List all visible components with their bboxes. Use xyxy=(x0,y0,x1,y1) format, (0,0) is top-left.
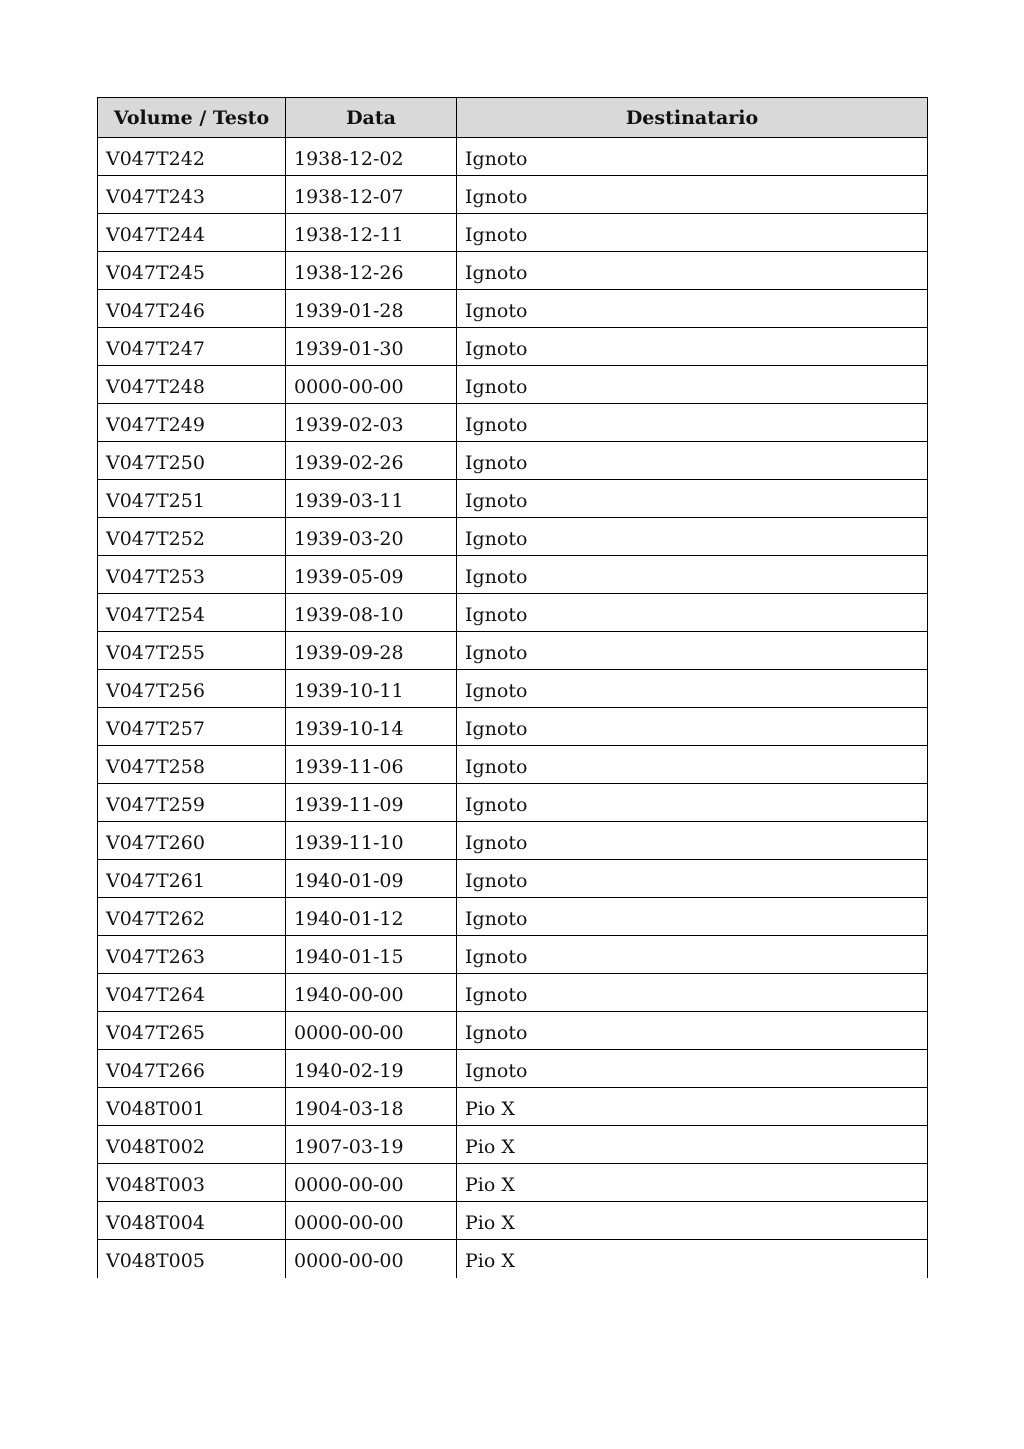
cell-data: 0000-00-00 xyxy=(286,366,457,404)
table-row xyxy=(98,328,928,366)
cell-data: 1939-10-11 xyxy=(286,670,457,708)
table-row xyxy=(98,480,928,518)
cell-volume-testo: V047T246 xyxy=(98,290,286,328)
cell-data: 1940-01-15 xyxy=(286,936,457,974)
table-row xyxy=(98,176,928,214)
table-body xyxy=(98,138,928,1278)
cell-data: 1939-01-30 xyxy=(286,328,457,366)
table-row xyxy=(98,784,928,822)
cell-destinatario: Ignoto xyxy=(457,328,928,366)
table-row xyxy=(98,556,928,594)
cell-volume-testo: V047T258 xyxy=(98,746,286,784)
cell-data: 1939-11-09 xyxy=(286,784,457,822)
cell-data: 1938-12-11 xyxy=(286,214,457,252)
header-volume-testo: Volume / Testo xyxy=(98,98,286,138)
cell-data: 0000-00-00 xyxy=(286,1164,457,1202)
cell-destinatario: Ignoto xyxy=(457,214,928,252)
cell-data: 0000-00-00 xyxy=(286,1202,457,1240)
table-row xyxy=(98,936,928,974)
cell-volume-testo: V047T265 xyxy=(98,1012,286,1050)
cell-volume-testo: V047T262 xyxy=(98,898,286,936)
cell-destinatario: Ignoto xyxy=(457,518,928,556)
table-row xyxy=(98,1126,928,1164)
table-row xyxy=(98,138,928,176)
table-row xyxy=(98,1050,928,1088)
cell-volume-testo: V047T253 xyxy=(98,556,286,594)
cell-destinatario: Ignoto xyxy=(457,974,928,1012)
cell-destinatario: Ignoto xyxy=(457,366,928,404)
table-row xyxy=(98,860,928,898)
cell-destinatario: Ignoto xyxy=(457,708,928,746)
cell-data: 1939-03-20 xyxy=(286,518,457,556)
table-row xyxy=(98,746,928,784)
cell-destinatario: Ignoto xyxy=(457,290,928,328)
cell-volume-testo: V048T002 xyxy=(98,1126,286,1164)
cell-destinatario: Ignoto xyxy=(457,480,928,518)
table-header xyxy=(98,98,928,138)
cell-data: 1939-03-11 xyxy=(286,480,457,518)
cell-volume-testo: V047T260 xyxy=(98,822,286,860)
cell-destinatario: Pio X xyxy=(457,1126,928,1164)
header-data: Data xyxy=(286,98,457,138)
cell-volume-testo: V047T266 xyxy=(98,1050,286,1088)
cell-volume-testo: V047T251 xyxy=(98,480,286,518)
table-row xyxy=(98,214,928,252)
cell-destinatario: Ignoto xyxy=(457,404,928,442)
cell-data: 1938-12-26 xyxy=(286,252,457,290)
cell-volume-testo: V047T252 xyxy=(98,518,286,556)
cell-volume-testo: V047T243 xyxy=(98,176,286,214)
cell-data: 1939-09-28 xyxy=(286,632,457,670)
cell-volume-testo: V047T248 xyxy=(98,366,286,404)
header-destinatario: Destinatario xyxy=(457,98,928,138)
cell-volume-testo: V048T005 xyxy=(98,1240,286,1278)
cell-destinatario: Ignoto xyxy=(457,138,928,176)
table-row xyxy=(98,252,928,290)
cell-data: 1938-12-07 xyxy=(286,176,457,214)
table-row xyxy=(98,632,928,670)
table-row xyxy=(98,366,928,404)
cell-destinatario: Pio X xyxy=(457,1240,928,1278)
table-row xyxy=(98,822,928,860)
table-row xyxy=(98,594,928,632)
cell-volume-testo: V047T263 xyxy=(98,936,286,974)
cell-data: 1907-03-19 xyxy=(286,1126,457,1164)
cell-volume-testo: V048T004 xyxy=(98,1202,286,1240)
cell-data: 1940-01-12 xyxy=(286,898,457,936)
cell-destinatario: Ignoto xyxy=(457,784,928,822)
cell-data: 0000-00-00 xyxy=(286,1240,457,1278)
cell-data: 1939-02-03 xyxy=(286,404,457,442)
document-table-container xyxy=(97,97,927,1278)
table-row xyxy=(98,290,928,328)
cell-volume-testo: V047T257 xyxy=(98,708,286,746)
cell-destinatario: Ignoto xyxy=(457,176,928,214)
table-row xyxy=(98,708,928,746)
cell-destinatario: Ignoto xyxy=(457,670,928,708)
cell-data: 1939-01-28 xyxy=(286,290,457,328)
table-row xyxy=(98,1164,928,1202)
cell-destinatario: Ignoto xyxy=(457,442,928,480)
cell-destinatario: Ignoto xyxy=(457,1012,928,1050)
cell-destinatario: Ignoto xyxy=(457,860,928,898)
table-row xyxy=(98,1012,928,1050)
table-row xyxy=(98,898,928,936)
table-row xyxy=(98,518,928,556)
cell-data: 1939-11-06 xyxy=(286,746,457,784)
cell-data: 1939-05-09 xyxy=(286,556,457,594)
cell-destinatario: Ignoto xyxy=(457,822,928,860)
cell-volume-testo: V047T261 xyxy=(98,860,286,898)
cell-destinatario: Ignoto xyxy=(457,632,928,670)
cell-volume-testo: V047T255 xyxy=(98,632,286,670)
cell-volume-testo: V047T244 xyxy=(98,214,286,252)
cell-volume-testo: V047T249 xyxy=(98,404,286,442)
cell-data: 1939-02-26 xyxy=(286,442,457,480)
cell-volume-testo: V048T001 xyxy=(98,1088,286,1126)
cell-data: 1940-01-09 xyxy=(286,860,457,898)
cell-destinatario: Ignoto xyxy=(457,898,928,936)
cell-data: 0000-00-00 xyxy=(286,1012,457,1050)
letters-table xyxy=(97,97,928,1278)
cell-volume-testo: V047T259 xyxy=(98,784,286,822)
cell-volume-testo: V047T250 xyxy=(98,442,286,480)
cell-volume-testo: V047T264 xyxy=(98,974,286,1012)
cell-destinatario: Ignoto xyxy=(457,1050,928,1088)
cell-volume-testo: V047T254 xyxy=(98,594,286,632)
cell-destinatario: Ignoto xyxy=(457,594,928,632)
cell-volume-testo: V047T242 xyxy=(98,138,286,176)
cell-data: 1939-11-10 xyxy=(286,822,457,860)
table-row xyxy=(98,974,928,1012)
cell-destinatario: Ignoto xyxy=(457,936,928,974)
cell-data: 1940-02-19 xyxy=(286,1050,457,1088)
table-row xyxy=(98,670,928,708)
cell-destinatario: Ignoto xyxy=(457,746,928,784)
cell-data: 1939-08-10 xyxy=(286,594,457,632)
table-row xyxy=(98,442,928,480)
cell-destinatario: Pio X xyxy=(457,1202,928,1240)
cell-volume-testo: V047T245 xyxy=(98,252,286,290)
cell-destinatario: Pio X xyxy=(457,1164,928,1202)
cell-data: 1938-12-02 xyxy=(286,138,457,176)
table-row xyxy=(98,404,928,442)
cell-destinatario: Ignoto xyxy=(457,252,928,290)
cell-destinatario: Pio X xyxy=(457,1088,928,1126)
cell-volume-testo: V047T247 xyxy=(98,328,286,366)
header-row xyxy=(98,98,928,138)
table-row xyxy=(98,1202,928,1240)
cell-data: 1940-00-00 xyxy=(286,974,457,1012)
table-row xyxy=(98,1240,928,1278)
cell-destinatario: Ignoto xyxy=(457,556,928,594)
cell-data: 1939-10-14 xyxy=(286,708,457,746)
cell-data: 1904-03-18 xyxy=(286,1088,457,1126)
cell-volume-testo: V048T003 xyxy=(98,1164,286,1202)
cell-volume-testo: V047T256 xyxy=(98,670,286,708)
table-row xyxy=(98,1088,928,1126)
